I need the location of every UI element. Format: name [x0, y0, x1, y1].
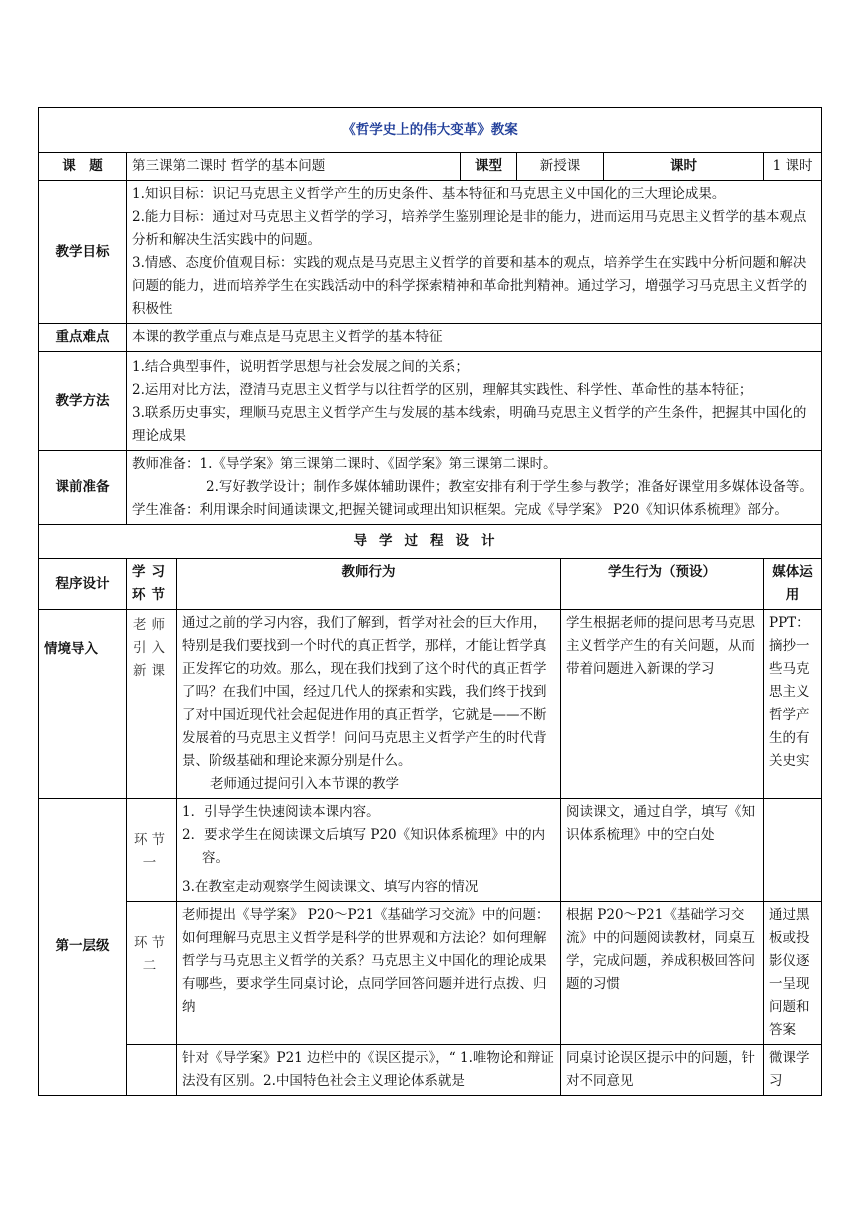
key-points-label: 重点难点 — [39, 324, 127, 352]
type-label: 课型 — [461, 153, 517, 181]
level1-step1-stage: 环节一 — [127, 799, 177, 902]
level1-step3-media: 微课学习 — [764, 1045, 822, 1096]
objective-item: 2.能力目标：通过对马克思主义哲学的学习，培养学生鉴别理论是非的能力，进而运用马克思主义哲学的基本观点分析和解决生活实践中的问题。 — [132, 209, 807, 248]
method-item: 3.联系历史事实，理顺马克思主义哲学产生与发展的基本线索，明确马克思主义哲学的产生条件，把握其中国化的理论成果 — [132, 405, 807, 444]
process-header-row — [39, 559, 822, 610]
process-title-row — [39, 525, 822, 559]
type-value: 新授课 — [517, 153, 604, 181]
step1-teacher-item: 1．引导学生快速阅读本课内容。 — [182, 804, 380, 820]
objectives-row — [39, 181, 822, 324]
intro-program: 情境导入 — [39, 610, 127, 799]
lesson-plan-page — [38, 107, 821, 1096]
lesson-plan-table — [38, 107, 822, 1096]
level1-step1-media — [764, 799, 822, 902]
intro-teacher — [177, 610, 561, 799]
col-teacher: 教师行为 — [177, 559, 561, 610]
level1-step1-student: 阅读课文，通过自学，填写《知识体系梳理》中的空白处 — [561, 799, 764, 902]
intro-row — [39, 610, 822, 799]
preparation-content — [127, 451, 822, 525]
objectives-content — [127, 181, 822, 324]
teacher-prep-line1: 教师准备：1.《导学案》第三课第二课时、《固学案》第三课第二课时。 — [132, 456, 557, 472]
course-info-row — [39, 153, 822, 181]
preparation-row — [39, 451, 822, 525]
level1-step3-teacher: 针对《导学案》P21 边栏中的《误区提示》，“ 1.唯物论和辩证法没有区别。2.中国特色社会主义理论体系就是 — [177, 1045, 561, 1096]
level1-program: 第一层级 — [39, 799, 127, 1096]
intro-teacher-para: 通过之前的学习内容，我们了解到，哲学对社会的巨大作用，特别是我们要找到一个时代的真正哲学，那样，才能让哲学真正发挥它的功效。那么，现在我们找到了这个时代的真正哲学了吗？在我们中国，经过几代人的探索和实践，我们终于找到了对中国近现代社会起促进作用的真正哲学，它就是——不断发展着的马克思主义哲学！问问马克思主义哲学产生的时代背景、阶级基础和理论来源分别是什么。 — [182, 615, 547, 769]
intro-media: PPT：摘抄一些马克思主义哲学产生的有关史实 — [764, 610, 822, 799]
step1-teacher-item: 3.在教室走动观察学生阅读课文、填写内容的情况 — [182, 879, 479, 895]
intro-student: 学生根据老师的提问思考马克思主义哲学产生的有关问题，从而带着问题进入新课的学习 — [561, 610, 764, 799]
level1-step2-row — [39, 902, 822, 1045]
level1-step3-stage — [127, 1045, 177, 1096]
methods-label: 教学方法 — [39, 352, 127, 451]
level1-step3-row — [39, 1045, 822, 1096]
col-student: 学生行为（预设） — [561, 559, 764, 610]
intro-teacher-note: 老师通过提问引入本节课的教学 — [210, 776, 399, 792]
col-program: 程序设计 — [39, 559, 127, 610]
course-label: 课 题 — [39, 153, 127, 181]
objective-item: 3.情感、态度价值观目标：实践的观点是马克思主义哲学的首要和基本的观点，培养学生在实践中分析问题和解决问题的能力，进而培养学生在实践活动中的科学探索精神和革命批判精神。通过学习，增强学习马克思主义哲学的积极性 — [132, 255, 807, 317]
method-item: 2.运用对比方法，澄清马克思主义哲学与以往哲学的区别，理解其实践性、科学性、革命性的基本特征； — [132, 382, 753, 398]
methods-row — [39, 352, 822, 451]
hours-label: 课时 — [604, 153, 764, 181]
step1-teacher-item: 2．要求学生在阅读课文后填写 P20《知识体系梳理》中的内容。 — [182, 827, 546, 866]
method-item: 1.结合典型事件，说明哲学思想与社会发展之间的关系； — [132, 359, 469, 375]
preparation-label: 课前准备 — [39, 451, 127, 525]
objectives-label: 教学目标 — [39, 181, 127, 324]
objective-item: 1.知识目标：识记马克思主义哲学产生的历史条件、基本特征和马克思主义中国化的三大理论成果。 — [132, 186, 726, 202]
level1-step1-teacher — [177, 799, 561, 902]
col-media: 媒体运用 — [764, 559, 822, 610]
level1-step3-student: 同桌讨论误区提示中的问题，针对不同意见 — [561, 1045, 764, 1096]
level1-step2-media: 通过黑板或投影仪逐一呈现问题和答案 — [764, 902, 822, 1045]
teacher-prep-line2 — [132, 476, 816, 499]
student-prep: 学生准备：利用课余时间通读课文,把握关键词或理出知识框架。完成《导学案》 P20《知识体系梳理》部分。 — [132, 502, 788, 518]
page-title: 《哲学史上的伟大变革》教案 — [39, 108, 822, 153]
level1-step2-stage: 环节二 — [127, 902, 177, 1045]
methods-content — [127, 352, 822, 451]
level1-step2-student: 根据 P20～P21《基础学习交流》中的问题阅读教材，同桌互学，完成问题，养成积极回答问题的习惯 — [561, 902, 764, 1045]
col-stage: 学习环节 — [127, 559, 177, 610]
hours-value: 1 课时 — [764, 153, 822, 181]
teacher-prep-line2-text: 2.写好教学设计；制作多媒体辅助课件；教室安排有利于学生参与教学；准备好课堂用多媒体设备等。 — [206, 479, 813, 495]
process-title: 导学过程设计 — [39, 525, 822, 559]
course-value: 第三课第二课时 哲学的基本问题 — [127, 153, 461, 181]
key-points-row — [39, 324, 822, 352]
title-row — [39, 108, 822, 153]
intro-stage: 老师引入新课 — [127, 610, 177, 799]
key-points-content: 本课的教学重点与难点是马克思主义哲学的基本特征 — [127, 324, 822, 352]
level1-step2-teacher: 老师提出《导学案》 P20～P21《基础学习交流》中的问题：如何理解马克思主义哲学是科学的世界观和方法论？如何理解哲学与马克思主义哲学的关系？马克思主义中国化的理论成果有哪些，要求学生同桌讨论，点同学回答问题并进行点拨、归纳 — [177, 902, 561, 1045]
level1-step1-row — [39, 799, 822, 902]
